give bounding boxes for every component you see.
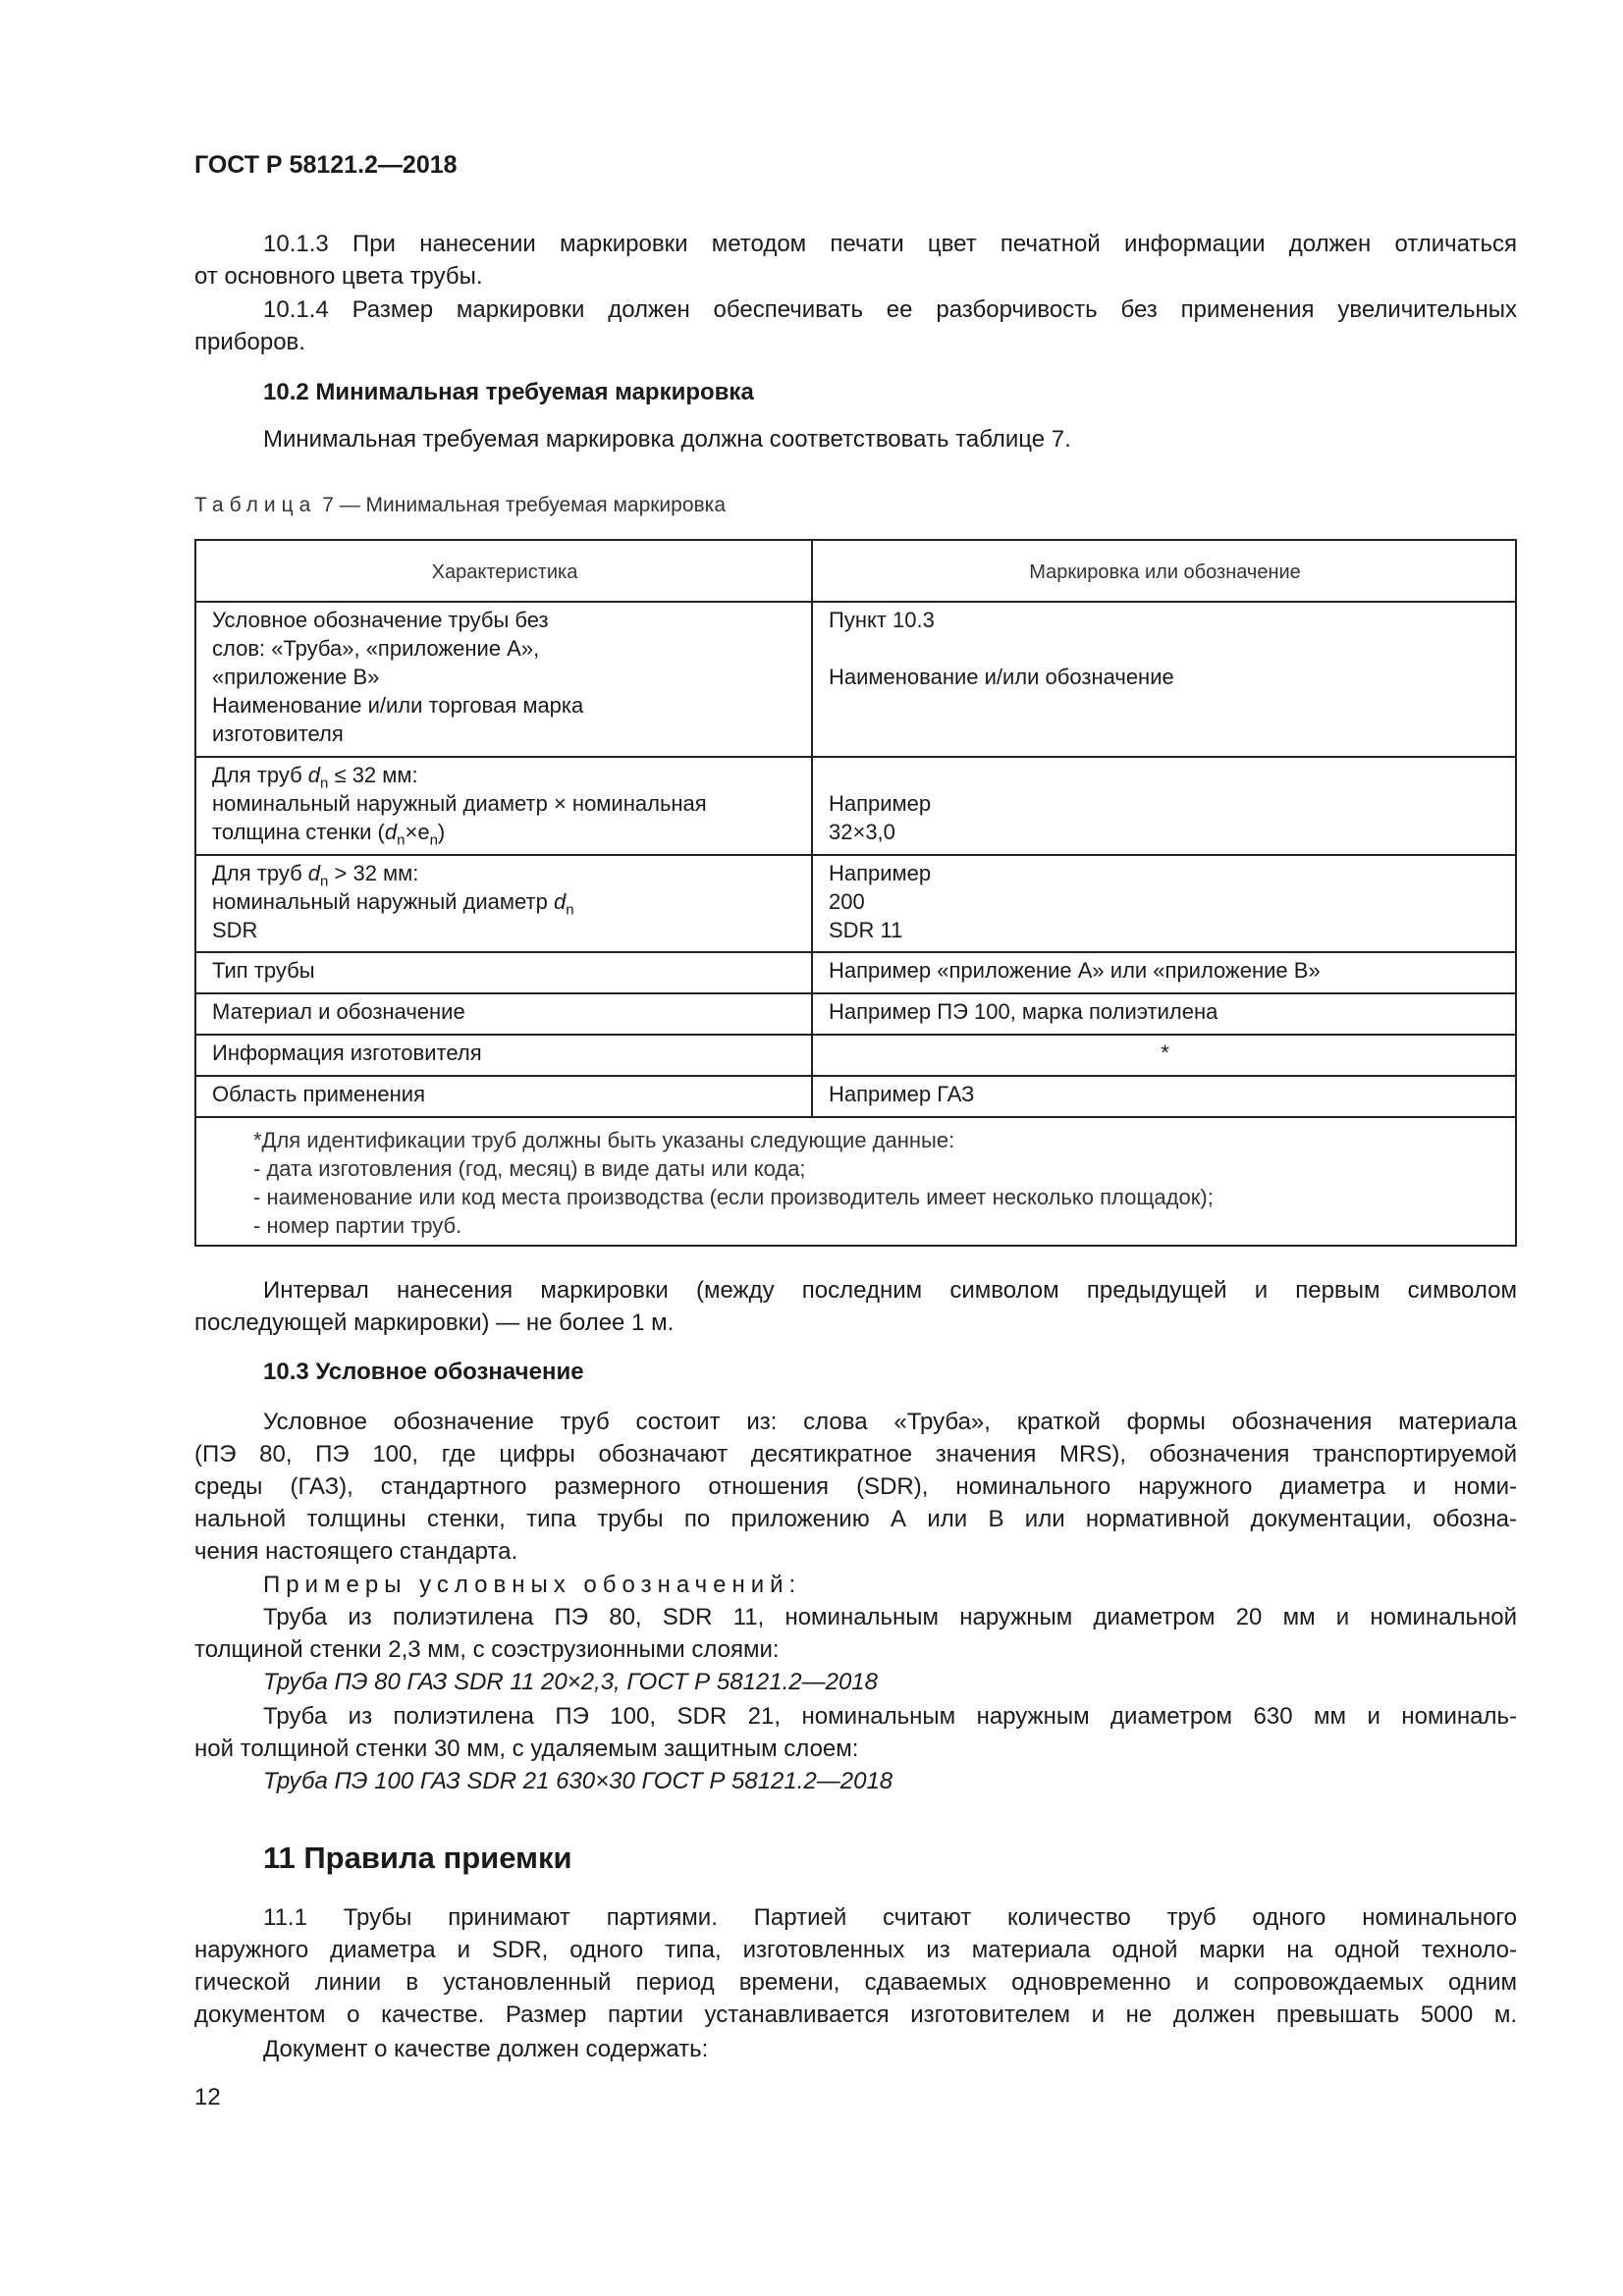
section-10-3-text: нальной толщины стенки, типа трубы по приложению А или В или нормативной документации, обозна-	[194, 1506, 1517, 1532]
document-id-header: ГОСТ Р 58121.2—2018	[194, 151, 458, 179]
paragraph-10-1-4: приборов.	[194, 329, 305, 355]
section-heading-10-2: 10.2 Минимальная требуемая маркировка	[263, 379, 754, 405]
footnote-line: - дата изготовления (год, месяц) в виде даты или кода;	[253, 1156, 806, 1181]
footnote-line: - номер партии труб.	[253, 1213, 462, 1238]
table-cell	[812, 757, 1516, 855]
paragraph-10-1-4: 10.1.4 Размер маркировки должен обеспечивать ее разборчивость без применения увеличительных	[263, 296, 1517, 323]
section-10-3-text: среды (ГАЗ), стандартного размерного отношения (SDR), номинального наружного диаметра и номи-	[194, 1473, 1517, 1500]
table-row	[195, 602, 1516, 757]
cell-line: Для труб $d_n \le 32$ мм:	[212, 763, 418, 792]
table-row	[195, 855, 1516, 952]
table-cell	[812, 602, 1516, 757]
column-header: Маркировка или обозначение	[812, 540, 1516, 602]
table-cell	[195, 757, 812, 855]
cell-line: Наименование и/или обозначение	[829, 665, 1174, 689]
cell-line: Условное обозначение трубы без	[212, 608, 549, 632]
section-10-3-text: Условное обозначение труб состоит из: слова «Труба», краткой формы обозначения материала	[263, 1409, 1517, 1435]
section-10-3-text: чения настоящего стандарта.	[194, 1538, 518, 1565]
cell-line: 200	[829, 889, 865, 914]
table-row	[195, 757, 1516, 855]
table-cell	[812, 855, 1516, 952]
cell-line: Например	[829, 791, 932, 816]
cell-line: SDR	[212, 918, 258, 942]
section-11-1-text: гической линии в установленный период времени, сдаваемых одновременно и сопровождаемых одним	[194, 1969, 1517, 1996]
table-caption-label: Таблица	[194, 494, 317, 516]
table-row	[195, 952, 1516, 993]
table-cell: Например «приложение А» или «приложение В»	[812, 952, 1516, 993]
cell-line: 32×3,0	[829, 820, 895, 844]
section-10-3-text: (ПЭ 80, ПЭ 100, где цифры обозначают десятикратное значения MRS), обозначения транспортируемой	[194, 1441, 1517, 1468]
cell-line: изготовителя	[212, 721, 344, 746]
page-number: 12	[194, 2084, 221, 2110]
interval-paragraph: Интервал нанесения маркировки (между последним символом предыдущей и первым символом	[263, 1277, 1517, 1304]
interval-paragraph: последующей маркировки) — не более 1 м.	[194, 1309, 675, 1336]
table-row	[195, 1035, 1516, 1076]
marking-table	[194, 539, 1517, 1247]
table-cell: Информация изготовителя	[195, 1035, 812, 1076]
section-11-1-text: 11.1 Трубы принимают партиями. Партией считают количество труб одного номинального	[263, 1904, 1517, 1931]
table-cell	[195, 855, 812, 952]
example-2-text: ной толщиной стенки 30 мм, с удаляемым защитным слоем:	[194, 1735, 859, 1762]
table-cell: Материал и обозначение	[195, 993, 812, 1035]
examples-title: Примеры условных обозначений:	[263, 1572, 802, 1598]
table-cell: Например ПЭ 100, марка полиэтилена	[812, 993, 1516, 1035]
table-cell: Например ГАЗ	[812, 1076, 1516, 1117]
cell-line: слов: «Труба», «приложение А»,	[212, 636, 540, 661]
table-cell	[195, 602, 812, 757]
cell-line: SDR 11	[829, 918, 903, 942]
table-header-row	[195, 540, 1516, 602]
section-11-1-text: документом о качестве. Размер партии устанавливается изготовителем и не должен превышать 5000 м.	[194, 2002, 1517, 2028]
section-heading-10-3: 10.3 Условное обозначение	[263, 1359, 584, 1385]
section-heading-11: 11 Правила приемки	[263, 1841, 572, 1875]
section-11-1-text: наружного диаметра и SDR, одного типа, изготовленных из материала одной марки на одной техноло-	[194, 1937, 1517, 1963]
cell-line: Для труб $d_n > 32$ мм:	[212, 861, 419, 890]
cell-line: толщина стенки $(d_n\times e_n)$	[212, 820, 446, 849]
example-1-text: толщиной стенки 2,3 мм, с соэструзионными слоями:	[194, 1636, 780, 1663]
table-footnote	[195, 1117, 1516, 1246]
example-2-designation: Труба ПЭ 100 ГАЗ SDR 21 630×30 ГОСТ Р 58121.2—2018	[263, 1768, 893, 1794]
example-1-text: Труба из полиэтилена ПЭ 80, SDR 11, номинальным наружным диаметром 20 мм и номинальной	[263, 1604, 1517, 1630]
example-1-designation: Труба ПЭ 80 ГАЗ SDR 11 20×2,3, ГОСТ Р 58121.2—2018	[263, 1669, 879, 1695]
footnote-line: - наименование или код места производства (если производитель имеет несколько площадок);	[253, 1185, 1214, 1209]
cell-line: Наименование и/или торговая марка	[212, 693, 584, 718]
footnote-line: *Для идентификации труб должны быть указаны следующие данные:	[253, 1128, 955, 1152]
column-header: Характеристика	[195, 540, 812, 602]
cell-line: номинальный наружный диаметр $d_n$	[212, 889, 574, 919]
cell-line: Например	[829, 861, 932, 885]
table-caption	[194, 489, 1517, 521]
table-footnote-row	[195, 1117, 1516, 1246]
cell-line: номинальный наружный диаметр × номинальная	[212, 791, 707, 816]
example-2-text: Труба из полиэтилена ПЭ 100, SDR 21, номинальным наружным диаметром 630 мм и номиналь-	[263, 1703, 1517, 1730]
cell-line: «приложение В»	[212, 665, 380, 689]
table-cell: Область применения	[195, 1076, 812, 1117]
section-10-2-text: Минимальная требуемая маркировка должна соответствовать таблице 7.	[263, 426, 1071, 453]
cell-line: Пункт 10.3	[829, 608, 935, 632]
paragraph-10-1-3: от основного цвета трубы.	[194, 263, 483, 290]
table-row	[195, 993, 1516, 1035]
table-caption-title: 7 — Минимальная требуемая маркировка	[322, 494, 727, 516]
table-cell: Тип трубы	[195, 952, 812, 993]
paragraph-10-1-3: 10.1.3 При нанесении маркировки методом печати цвет печатной информации должен отличаться	[263, 231, 1517, 257]
quality-document-text: Документ о качестве должен содержать:	[263, 2036, 709, 2062]
table-cell: *	[812, 1035, 1516, 1076]
table-row	[195, 1076, 1516, 1117]
